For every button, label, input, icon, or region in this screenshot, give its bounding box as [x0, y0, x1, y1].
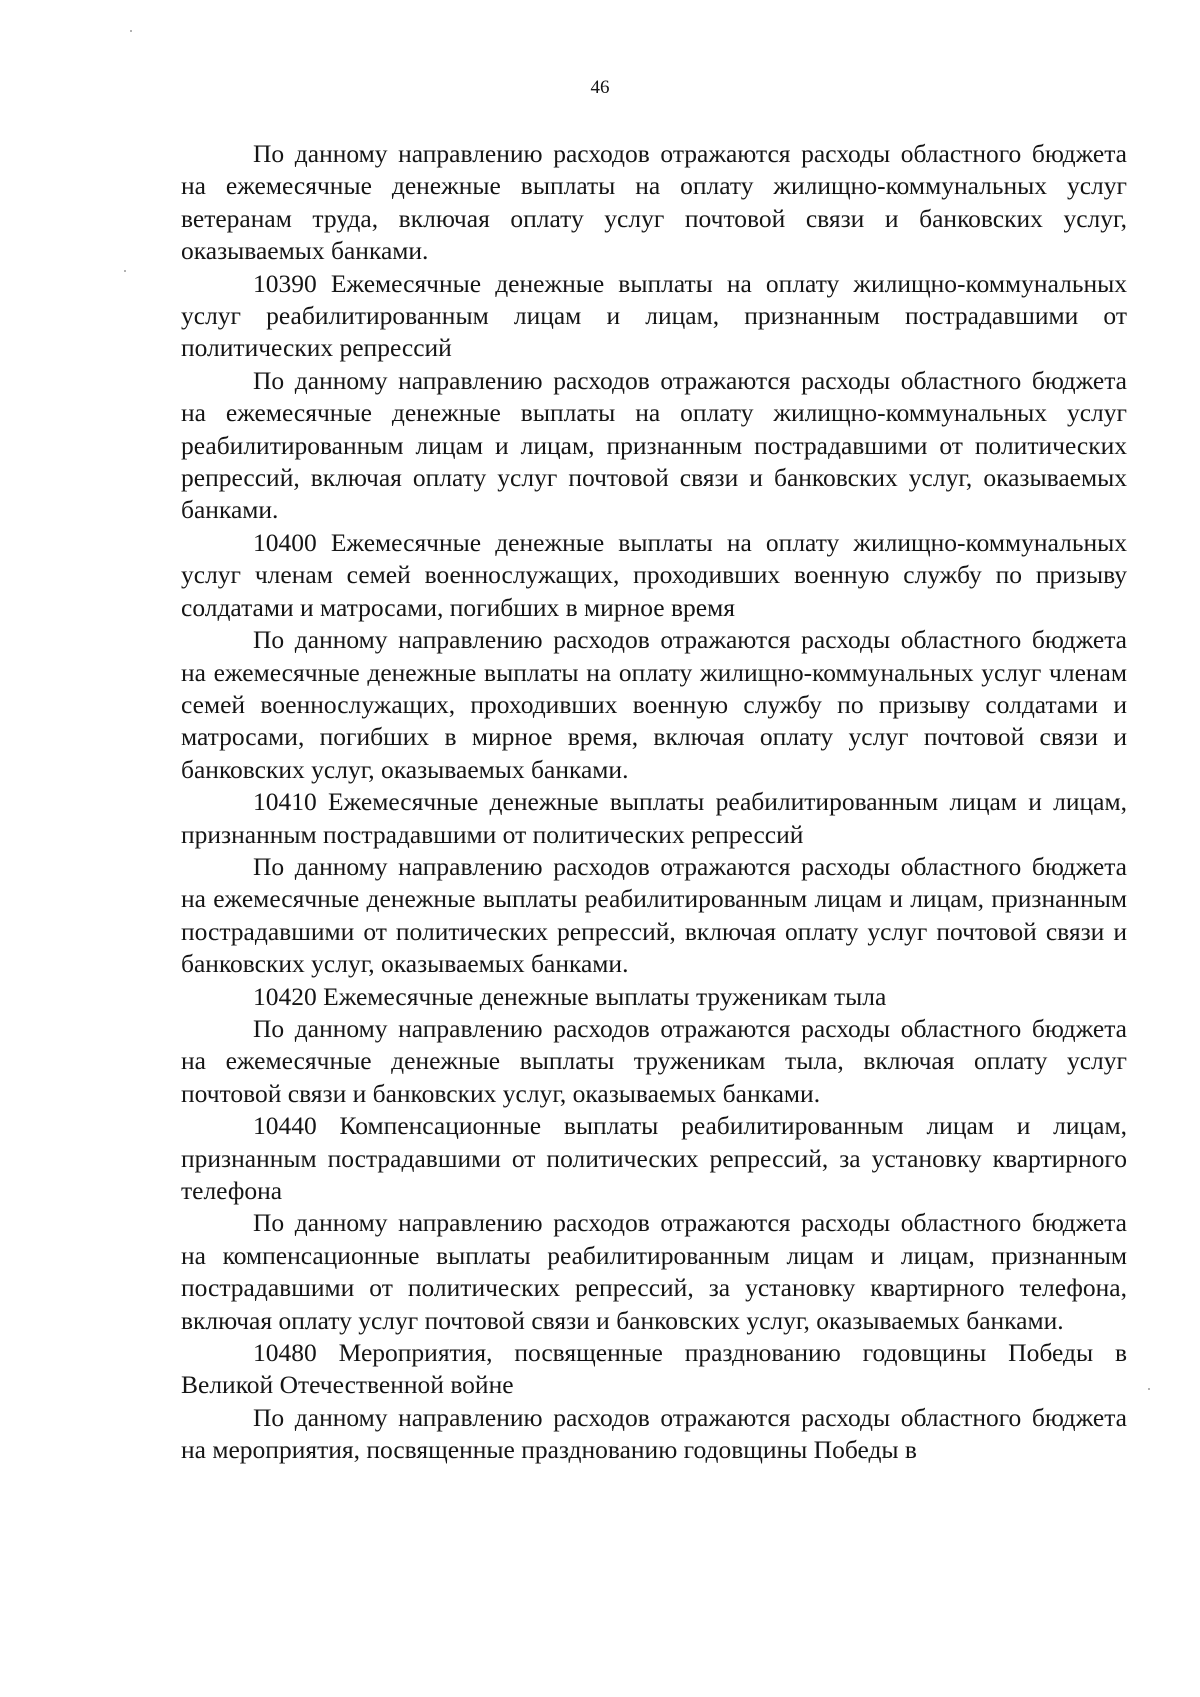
section-heading-10420: 10420 Ежемесячные денежные выплаты труженикам тыла	[253, 981, 887, 1011]
section-heading-10390: 10390 Ежемесячные денежные выплаты на оплату жилищно-коммунальных услуг реабилитированным лицам и лицам, признанным пострадавшими от политических репрессий	[181, 268, 1127, 363]
scan-speck	[1148, 1388, 1150, 1390]
section-heading-10400: 10400 Ежемесячные денежные выплаты на оплату жилищно-коммунальных услуг членам семей военнослужащих, проходивших военную службу по призыву солдатами и матросами, погибших в мирное время	[181, 527, 1127, 622]
paragraph-text: По данному направлению расходов отражаются расходы областного бюджета на ежемесячные денежные выплаты на оплату жилищно-коммунальных услуг членам семей военнослужащих, проходивших военную службу по призыву солдатами и матросами, погибших в мирное время, включая оплату услуг почтовой связи и банковских услуг, оказываемых банками.	[181, 625, 1127, 784]
paragraph-text: По данному направлению расходов отражаются расходы областного бюджета на ежемесячные денежные выплаты реабилитированным лицам и лицам, признанным пострадавшими от политических репрессий, включая оплату услуг почтовой связи и банковских услуг, оказываемых банками.	[181, 851, 1127, 979]
paragraph-text: По данному направлению расходов отражаются расходы областного бюджета на компенсационные выплаты реабилитированным лицам и лицам, признанным пострадавшими от политических репрессий, за установку квартирного телефона, включая оплату услуг почтовой связи и банковских услуг, оказываемых банками.	[181, 1208, 1127, 1335]
scan-speck	[130, 30, 132, 32]
page-number: 46	[590, 77, 610, 98]
paragraph-text: По данному направлению расходов отражаются расходы областного бюджета на ежемесячные денежные выплаты на оплату жилищно-коммунальных услуг реабилитированным лицам и лицам, признанным пострадавшими от политических репрессий, включая оплату услуг почтовой связи и банковских услуг, оказываемых банками.	[181, 365, 1127, 525]
paragraph-text: По данному направлению расходов отражаются расходы областного бюджета на мероприятия, посвященные празднованию годовщины Победы в	[181, 1402, 1127, 1465]
document-body	[181, 138, 1127, 1467]
section-heading-10410: 10410 Ежемесячные денежные выплаты реабилитированным лицам и лицам, признанным пострадавшими от политических репрессий	[181, 787, 1127, 849]
paragraph-text: По данному направлению расходов отражаются расходы областного бюджета на ежемесячные денежные выплаты труженикам тыла, включая оплату услуг почтовой связи и банковских услуг, оказываемых банками.	[181, 1013, 1127, 1108]
section-heading-10440: 10440 Компенсационные выплаты реабилитированным лицам и лицам, признанным пострадавшими от политических репрессий, за установку квартирного телефона	[181, 1111, 1127, 1205]
paragraph-text: По данному направлению расходов отражаются расходы областного бюджета на ежемесячные денежные выплаты на оплату жилищно-коммунальных услуг ветеранам труда, включая оплату услуг почтовой связи и банковских услуг, оказываемых банками.	[181, 139, 1127, 266]
section-heading-10480: 10480 Мероприятия, посвященные празднованию годовщины Победы в Великой Отечественной войне	[181, 1338, 1127, 1400]
scan-speck	[124, 270, 126, 272]
